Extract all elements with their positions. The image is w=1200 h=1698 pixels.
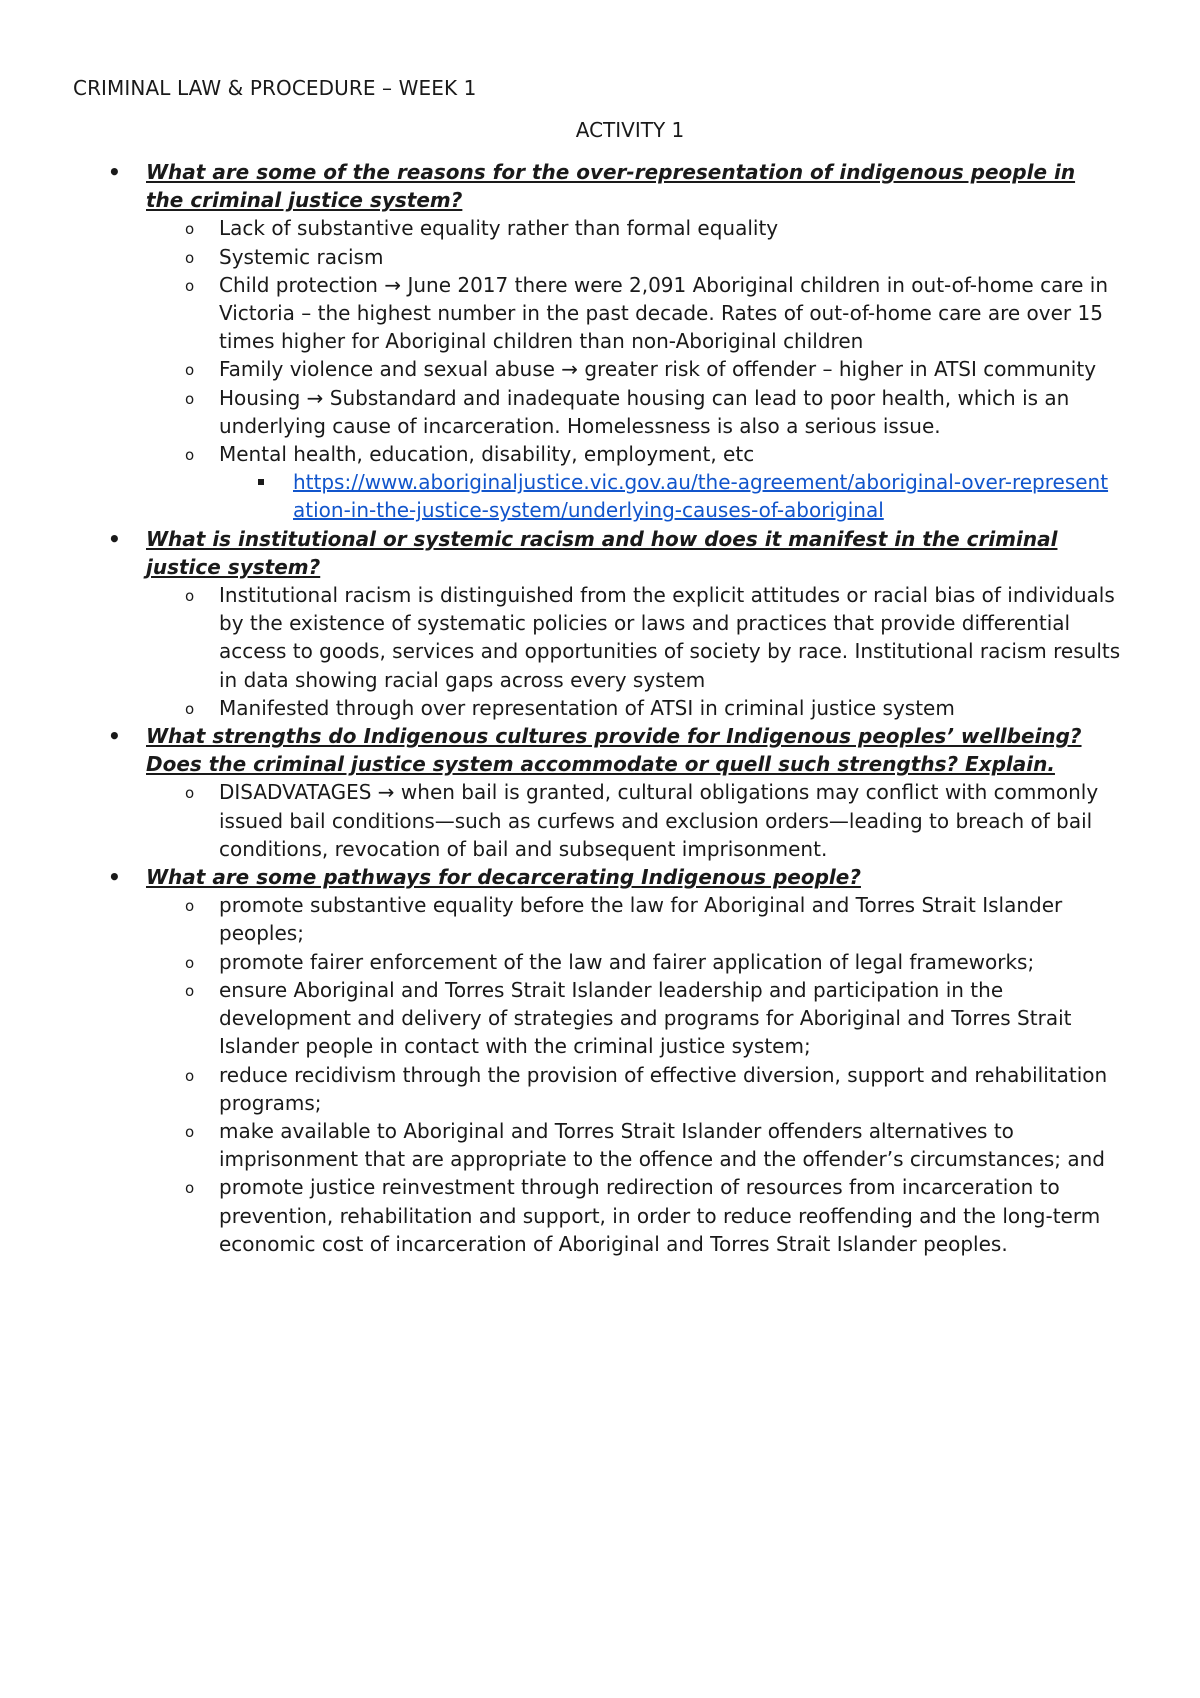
circle-bullet-icon: o <box>185 276 195 295</box>
circle-bullet-icon: o <box>185 1179 195 1198</box>
reference-link[interactable]: https://www.aboriginaljustice.vic.gov.au/the-agreement/aboriginal-over-representation-in-the-justice-system/underlying-causes-of-aboriginal <box>293 470 1109 523</box>
answer-item <box>185 948 1139 976</box>
question-2 <box>108 525 1086 581</box>
bullet-icon: • <box>108 526 121 551</box>
answer-text: Lack of substantive equality rather than formal equality <box>219 216 779 241</box>
answer-text: Mental health, education, disability, employment, etc <box>219 442 755 467</box>
answer-text: Housing → Substandard and inadequate housing can lead to poor health, which is an underlying cause of incarceration. Homelessness is also a serious issue. <box>219 385 1070 438</box>
question-1 <box>108 158 1086 214</box>
answer-item <box>185 581 1139 694</box>
answer-text: Child protection → June 2017 there were 2,091 Aboriginal children in out-of-home care in Victoria – the highest number in the past decade. Rates of out-of-home care are over 15 times higher for Aboriginal children than non-Aboriginal children <box>219 272 1109 354</box>
circle-bullet-icon: o <box>185 587 195 606</box>
answer-item <box>185 1061 1139 1117</box>
answer-text: Systemic racism <box>219 244 384 269</box>
answer-item <box>185 1117 1139 1173</box>
answer-item <box>185 355 1139 383</box>
bullet-icon: • <box>108 724 121 749</box>
answer-item <box>185 778 1139 863</box>
answer-text: promote fairer enforcement of the law and fairer application of legal frameworks; <box>219 949 1035 974</box>
reference-item <box>293 468 1113 524</box>
circle-bullet-icon: o <box>185 1122 195 1141</box>
circle-bullet-icon: o <box>185 784 195 803</box>
question-3 <box>108 722 1086 778</box>
circle-bullet-icon: o <box>185 361 195 380</box>
bullet-icon: • <box>108 160 121 184</box>
answer-text: Institutional racism is distinguished from the explicit attitudes or racial bias of individuals by the existence of systematic policies or laws and practices that provide differential access to goods, services and opportunities of society by race. Institutional racism results in data showing racial gaps across every system <box>219 583 1121 692</box>
circle-bullet-icon: o <box>185 699 195 718</box>
answer-text: Manifested through over representation of ATSI in criminal justice system <box>219 695 955 720</box>
answer-text: make available to Aboriginal and Torres Strait Islander offenders alternatives to imprisonment that are appropriate to the offence and the offender’s circumstances; and <box>219 1118 1105 1172</box>
answer-text: DISADVATAGES → when bail is granted, cultural obligations may conflict with commonly issued bail conditions—such as curfews and exclusion orders—leading to breach of bail conditions, revocation of bail and subsequent imprisonment. <box>219 780 1099 861</box>
circle-bullet-icon: o <box>185 248 195 267</box>
answer-text: ensure Aboriginal and Torres Strait Islander leadership and participation in the development and delivery of strategies and programs for Aboriginal and Torres Strait Islander people in contact with the criminal justice system; <box>219 977 1072 1059</box>
answer-item <box>185 1173 1139 1258</box>
answer-item <box>185 976 1139 1061</box>
answer-item <box>185 243 1139 271</box>
circle-bullet-icon: o <box>185 1066 195 1085</box>
answer-item <box>185 891 1139 947</box>
circle-bullet-icon: o <box>185 981 195 1000</box>
answer-item <box>185 384 1139 440</box>
circle-bullet-icon: o <box>185 389 195 408</box>
circle-bullet-icon: o <box>185 220 195 239</box>
answer-item <box>185 694 1139 722</box>
circle-bullet-icon: o <box>185 953 195 972</box>
square-bullet-icon <box>258 479 264 485</box>
question-4 <box>108 863 1086 891</box>
document-body <box>0 158 1200 1258</box>
circle-bullet-icon: o <box>185 446 195 465</box>
question-text: What are some of the reasons for the over-representation of indigenous people in the criminal justice system? <box>146 160 1076 213</box>
question-text: What is institutional or systemic racism and how does it manifest in the criminal justice system? <box>146 526 1058 579</box>
answer-text: reduce recidivism through the provision of effective diversion, support and rehabilitation programs; <box>219 1062 1108 1115</box>
bullet-icon: • <box>108 865 121 890</box>
question-text: What are some pathways for decarcerating Indigenous people? <box>146 865 861 890</box>
document-title: CRIMINAL LAW & PROCEDURE – WEEK 1 <box>73 76 477 100</box>
question-text: What strengths do Indigenous cultures provide for Indigenous peoples’ wellbeing? Does the criminal justice system accommodate or quell such strengths? Explain. <box>146 724 1082 777</box>
answer-item <box>185 271 1139 356</box>
answer-text: Family violence and sexual abuse → greater risk of offender – higher in ATSI community <box>219 357 1097 382</box>
circle-bullet-icon: o <box>185 897 195 916</box>
answer-text: promote justice reinvestment through redirection of resources from incarceration to prevention, rehabilitation and support, in order to reduce reoffending and the long-term economic cost of incarceration of Aboriginal and Torres Strait Islander peoples. <box>219 1175 1101 1256</box>
answer-text: promote substantive equality before the law for Aboriginal and Torres Strait Islander peoples; <box>219 893 1063 946</box>
activity-heading: ACTIVITY 1 <box>575 118 685 142</box>
answer-item <box>185 440 1139 468</box>
answer-item <box>185 214 1139 242</box>
